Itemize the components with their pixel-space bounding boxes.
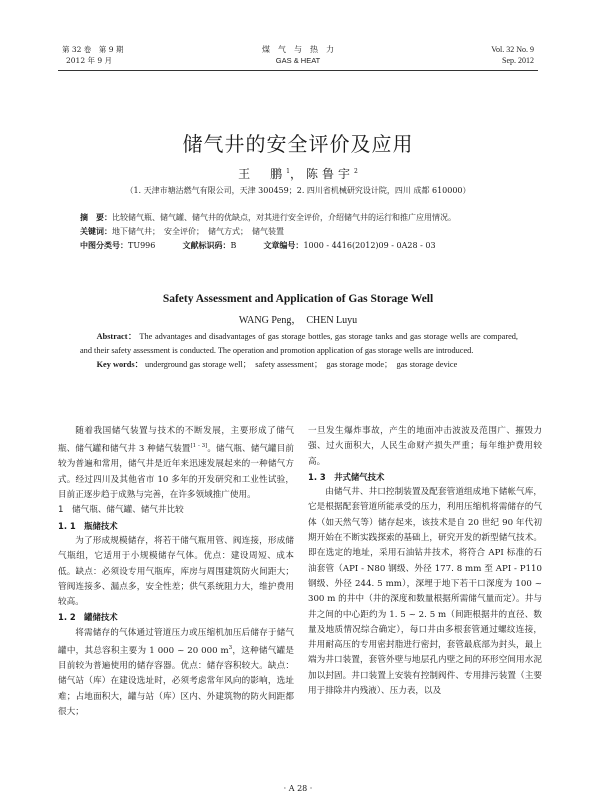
section-1-2-heading: 1. 2 罐储技术: [58, 612, 118, 623]
classification-line: [80, 239, 518, 253]
clc-value: TU996: [128, 241, 156, 250]
page-title: 储气井的安全评价及应用: [182, 132, 414, 156]
abstract-cn-text: [80, 211, 518, 225]
header-vol-en: Vol. 32 No. 9: [491, 45, 534, 54]
abstract-cn-label: 摘 要：: [80, 213, 112, 222]
abstract-en: [80, 330, 518, 372]
intro-text: 随着我国储气装置与技术的不断发展，主要形成了储气瓶、储气罐和储气井 3 种储气装置: [58, 426, 294, 455]
section-1-1-paragraph: 为了形成规模储存，将若干储气瓶用管、阀连接，形成储气瓶组，它适用于小规模储存气体。优点：建设周短、成本低。缺点：必须设专用气瓶库，库房与周围建筑防火间距大；管阀连接多、漏点多，安全性差；供气系统阻力大，维护费用较高。: [58, 535, 294, 608]
keywords-cn: [80, 225, 518, 239]
doc-label: 文献标识码：: [182, 241, 231, 250]
continued-paragraph: 一旦发生爆炸事故，产生的地面冲击波波及范围广、摧毁力强、过火面积大，人民生命财产损失严重；每年维护费用较高。: [308, 426, 542, 467]
section-1-heading: 1 储气瓶、储气罐、储气井比较: [58, 505, 184, 516]
header-date-cn: 2012 年 9 月: [66, 56, 113, 65]
keywords-en: [80, 358, 518, 372]
author-1: 王 鹏: [238, 167, 287, 181]
intro-paragraph: [58, 424, 294, 503]
title-en: Safety Assessment and Application of Gas Storage Well: [162, 293, 434, 305]
header-date-en: Sep. 2012: [502, 56, 534, 65]
abstract-cn-body: 比较储气瓶、储气罐、储气井的优缺点，对其进行安全评价，介绍储气井的运行和推广应用情况。: [112, 213, 456, 222]
authors-en: WANG Peng， CHEN Luyu: [238, 315, 358, 326]
article-value: 1000 - 4416(2012)09 - 0A28 - 03: [303, 241, 436, 250]
section-1-3-heading: 1. 3 井式储气技术: [308, 471, 385, 482]
doc-value: B: [230, 241, 237, 250]
header-journal-en: GAS & HEAT: [275, 56, 321, 65]
article-label: 文章编号：: [263, 241, 304, 250]
keywords-en-body: underground gas storage well； safety assessment； gas storage mode； gas storage device: [145, 360, 458, 369]
abstract-en-body: The advantages and disadvantages of gas storage bottles, gas storage tanks and gas storage wells are compared, and their safety assessment is conducted. The operation and promotion application of gas storage wells are introduced.: [80, 332, 518, 355]
section-1-2-paragraph: [58, 626, 294, 721]
keywords-en-label: Key words：: [96, 360, 143, 369]
authors-cn: [0, 165, 596, 182]
section-1-3-paragraph: 由储气井、井口控制装置及配套管道组成地下储帐气库，它是根据配套管道所能承受的压力，利用压缩机将需储存的气体（如天然气等）储存起来，该技术是自 20 世纪 90 年代初期开始在不断实践探索的基础上，研究开发的新型储气技术。即在选定的地址，采用石油钻井技术，将符合 API 标准的石油套管（API - N80 钢级、外径 177. 8 mm 至 API - P110 钢级、外径 244. 5 mm），深埋于地下若干口深度为 100 ~ 300 m 的井中（井的深度和数量根据所需储气量而定）。井与井之间的中心距约为 1. 5 ~ 2. 5 m（间距根据井的直径、数量及地质情况综合确定），每口井由多根套管通过螺纹连接，井用耐高压的专用密封脂进行密封，套管最底部为封头，最上端为井口装置，套管外壁与地层孔内壁之间的环形空间用水泥加以封固。井口装置上安装有控制阀件、专用排污装置（主要用于排除井内残液）、压力表，以及: [308, 487, 542, 697]
intro-citation: [1 - 3]: [190, 443, 208, 450]
abstract-en-text: [80, 330, 518, 358]
affiliation-cn: （1. 天津市塘沽燃气有限公司，天津 300459；2. 四川省机械研究设计院，四川 成都 610000）: [125, 186, 471, 195]
header-vol-cn: 第 32 卷 第 9 期: [62, 45, 124, 54]
author-2-sup: 2: [354, 168, 358, 175]
keywords-cn-label: 关键词：: [80, 227, 112, 236]
cubic-sup: 3: [228, 645, 233, 652]
clc-label: 中图分类号：: [80, 241, 128, 250]
author-sep: ，: [289, 167, 306, 181]
author-2: 陈鲁宇: [306, 167, 355, 181]
header-rule: [58, 70, 538, 71]
section-1-2-text-b: ，这种储气罐是目前较为普遍使用的储存容器。优点：储存容积较大。缺点：储气站（库）在建设选址时，必须考虑常年风向的影响，选址难；占地面积大，罐与站（库）区内、外建筑物的防火间距都很大；: [58, 645, 294, 718]
page-number: · A 28 ·: [283, 784, 313, 793]
body-right-column: [308, 424, 542, 699]
intro-text-rest: 。储气瓶、储气罐目前较为普遍和常用，储气井是近年来迅速发展起来的一种储气方式。经过四川及其他省市 10 多年的开发研究和工业性试验，目前正逐步趋于成熟与完善，在许多领域推广使用。: [58, 444, 294, 501]
author-1-sup: 1: [286, 168, 290, 175]
section-1-1-heading: 1. 1 瓶储技术: [58, 520, 118, 531]
abstract-en-label: Abstract：: [96, 332, 137, 341]
header-journal-cn: 煤 气 与 热 力: [262, 45, 334, 54]
section-1-2-text-a: 将需储存的气体通过管道压力或压缩机加压后储存于储气罐中，其总容积主要为 1 000 ~ 20 000 m: [58, 627, 294, 656]
body-left-column: [58, 424, 294, 720]
keywords-cn-body: 地下储气井； 安全评价； 储气方式； 储气装置: [112, 227, 284, 236]
abstract-cn: [80, 211, 518, 253]
